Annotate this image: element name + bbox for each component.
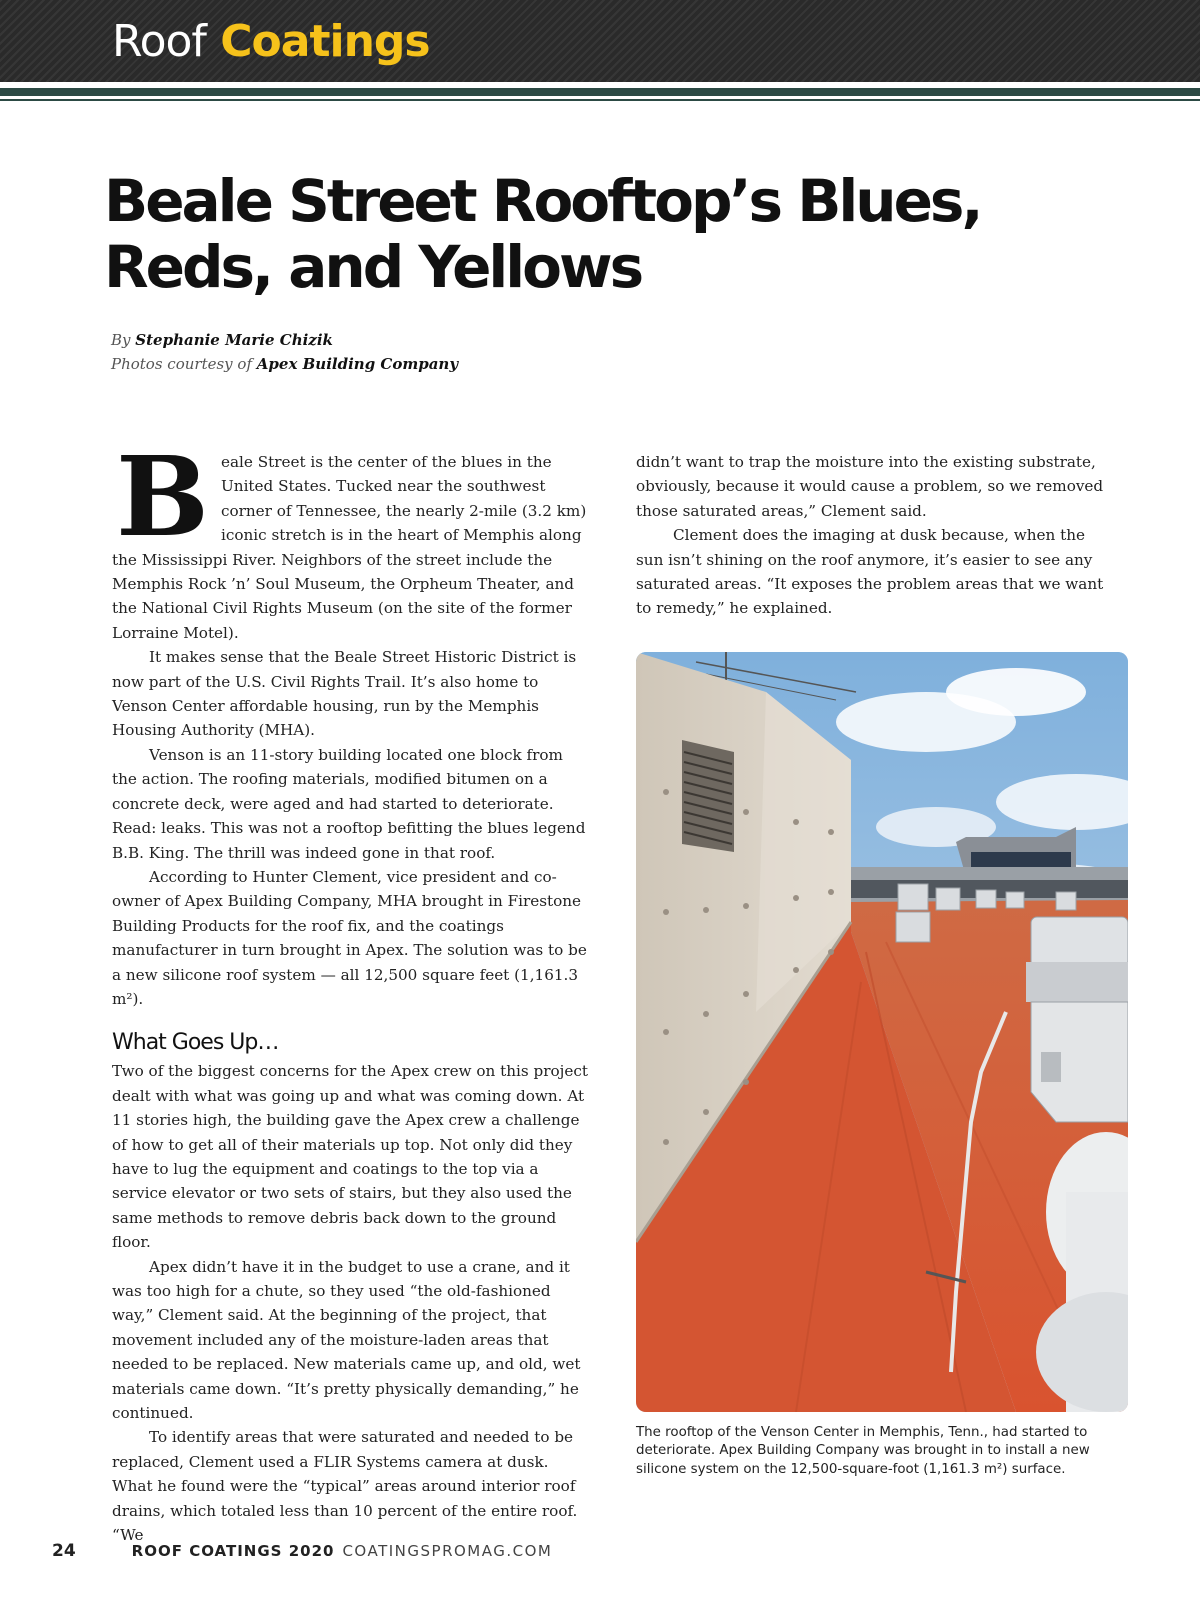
- body-paragraph: Two of the biggest concerns for the Apex crew on this project dealt with what was going up and what was coming down. At 11 stories high, the building gave the Apex crew a challenge of how to get all of their materials up top. Not only did they have to lug the equipment and coatings to the top via a service elevator or two sets of stairs, but they also used the same methods to remove debris back down to the ground floor.: [112, 1062, 588, 1252]
- body-paragraph: It makes sense that the Beale Street Historic District is now part of the U.S. Civil Rights Trail. It’s also home to Venson Center affordable housing, run by the Memphis Housing Authority (MHA).: [112, 648, 577, 740]
- photo-credit: [111, 352, 711, 376]
- header-rule-thin: [0, 99, 1200, 101]
- page-footer: [52, 1540, 552, 1562]
- section-subhead: What Goes Up…: [112, 1030, 279, 1056]
- section-header-band: [0, 0, 1200, 82]
- publication-name: ROOF COATINGS 2020: [131, 1542, 335, 1560]
- photo-credit-prefix: Photos courtesy of: [111, 355, 252, 373]
- byline: [111, 328, 711, 352]
- photo-credit-name: Apex Building Company: [256, 355, 459, 373]
- article-title: Beale Street Rooftop’s Blues, Reds, and Yellows: [104, 167, 981, 301]
- photo-caption: The rooftop of the Venson Center in Memphis, Tenn., had started to deteriorate. Apex Building Company was brought in to install a new silicone system on the 12,500-square-foot (1,161.3 m²) surface.: [636, 1425, 1090, 1477]
- byline-prefix: By: [111, 331, 131, 349]
- body-paragraph: Venson is an 11-story building located one block from the action. The roofing materials, modified bitumen on a concrete deck, were aged and had started to deteriorate. Read: leaks. This was not a rooftop befitting the blues legend B.B. King. The thrill was indeed gone in that roof.: [112, 745, 586, 862]
- rooftop-photo: [636, 652, 1128, 1412]
- body-paragraph: According to Hunter Clement, vice president and co-owner of Apex Building Company, MHA brought in Firestone Building Products for the roof fix, and the coatings manufacturer in turn brought in Apex. The solution was to be a new silicone roof system — all 12,500 square feet (1,161.3 m²).: [112, 867, 587, 1008]
- drop-cap: B: [116, 432, 209, 561]
- body-paragraph: To identify areas that were saturated and needed to be replaced, Clement used a FLIR Systems camera at dusk. What he found were the “typical” areas around interior roof drains, which totaled less than 10 percent of the entire roof. “We: [112, 1428, 578, 1545]
- section-title: [112, 14, 430, 70]
- page-number: 24: [52, 1541, 76, 1561]
- publication-website[interactable]: COATINGSPROMAG.COM: [342, 1542, 553, 1560]
- paragraph-text: eale Street is the center of the blues in the United States. Tucked near the southwest corner of Tennessee, the nearly 2-mile (3.2 km) iconic stretch is in the heart of Memphis along the Mississippi River. Neighbors of the street include the Memphis Rock ’n’ Soul Museum, the Orpheum Theater, and the National Civil Rights Museum (on the site of the former Lorraine Motel).: [112, 453, 587, 642]
- body-paragraph: Apex didn’t have it in the budget to use a crane, and it was too high for a chute, so they used “the old-fashioned way,” Clement said. At the beginning of the project, that movement included any of the moisture-laden areas that needed to be replaced. New materials came up, and old, wet materials came down. “It’s pretty physically demanding,” he continued.: [112, 1257, 581, 1423]
- section-title-word-2: Coatings: [220, 16, 430, 67]
- body-paragraph: Clement does the imaging at dusk because, when the sun isn’t shining on the roof anymore, it’s easier to see any saturated areas. “It exposes the problem areas that we want to remedy,” he explained.: [636, 526, 1104, 618]
- body-paragraph: [112, 432, 592, 645]
- body-column-left: [112, 432, 592, 1547]
- article-credits: [111, 328, 711, 376]
- rooftop-photo-illustration: [636, 652, 1128, 1412]
- author-name: Stephanie Marie Chizik: [135, 331, 333, 349]
- header-rule-thick: [0, 88, 1200, 96]
- body-paragraph: didn’t want to trap the moisture into the existing substrate, obviously, because it would cause a problem, so we removed those saturated areas,” Clement said.: [636, 453, 1104, 520]
- body-column-right: [636, 450, 1116, 621]
- section-title-word-1: Roof: [112, 16, 206, 67]
